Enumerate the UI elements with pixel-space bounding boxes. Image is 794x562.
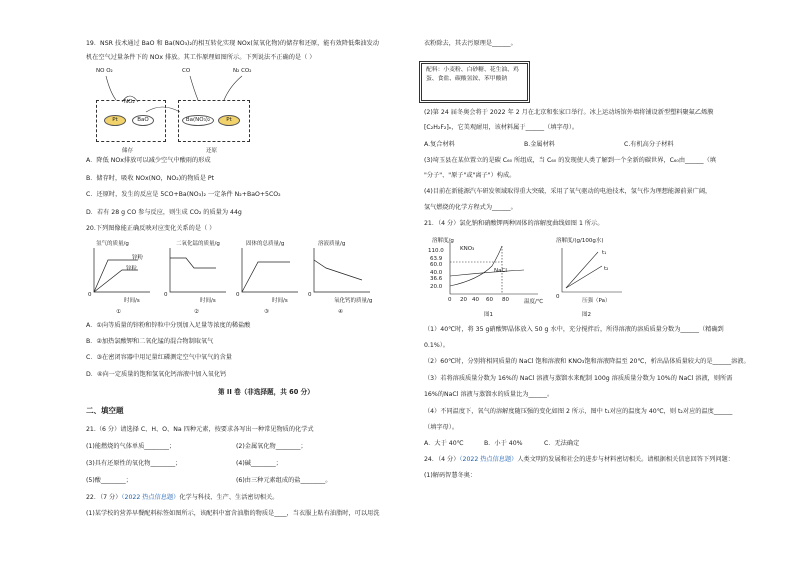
q24-hot-tag: （2022 热点信息题） xyxy=(459,456,518,463)
q24-line-1: (1)解码智慧冬奥： xyxy=(424,472,477,479)
q22-right-line-4: (3)埼玉县在某位置立的是碳 C₆₀ 所组成，当 C₆₀ 的发现使人类了解到一个全新的碳世界，C₆₀由______（填 xyxy=(424,157,716,164)
g3-xlabel: 时间/s xyxy=(272,298,288,304)
q21b-part4-cont: （填字母）。 xyxy=(424,424,459,431)
q21b-part4: （4）不同温度下，氧气的溶解度随压强的变化如图 2 所示，图中 t₁对应的温度为 40℃，则 t₂对应的温度______ xyxy=(424,408,733,415)
g4-ylabel: 溶液质量/g xyxy=(318,241,346,247)
q21b-opt-c: C．无法确定 xyxy=(544,440,580,447)
graph-number-4: ④ xyxy=(338,309,343,315)
q21b-stem: 21．（4 分）氯化钠和硝酸钾两种固体的溶解度曲线如图 1 所示。 xyxy=(424,220,604,227)
graph-number-3: ③ xyxy=(264,309,269,315)
q22-right-line-1: 衣粉除去，其去污原理是______。 xyxy=(424,40,517,47)
q19-option-d: D．若有 28 g CO 参与反应，则生成 CO₂ 的质量为 44g xyxy=(86,209,242,216)
fig2-t2: t₂ xyxy=(604,266,609,272)
diagram-no2: NO₂ xyxy=(124,99,135,105)
q22-hot-tag: （2022 热点信息题） xyxy=(121,494,180,501)
q21b-opt-b: B．小于 40% xyxy=(484,440,523,447)
g3-origin: 0 xyxy=(236,292,240,298)
q21a-stem: 21.（6 分）请选择 C、H、O、Na 四种元素，按要求各写出一种常见物质的化学式 xyxy=(86,426,314,433)
left-column xyxy=(86,0,404,562)
q22-heading xyxy=(86,494,278,502)
fig1-xtick-3: 40 xyxy=(472,297,479,303)
q22-score: 22．（7 分） xyxy=(86,494,122,501)
q21a-item-6: (6)由三种元素组成的盐________。 xyxy=(236,477,332,484)
q22-line-1: (1)某学校的营养早餐配料标签如图所示，该配料中富含油脂的物质是____，当衣服上粘有油脂时，可以用洗 xyxy=(86,510,380,517)
diagram-arrows xyxy=(86,72,266,116)
fig1-ytick-5: 36.6 xyxy=(430,276,443,282)
q21b-part1: （1）40℃时，将 35 g硝酸钾晶体放入 50 g 水中，充分搅拌后，所得溶液的溶质质量分数为______（精确到 xyxy=(424,326,724,333)
q24-title: 人类文明的发展和社会的进步与材料密切相关。请根据相关信息回答下列问题： xyxy=(517,456,734,463)
q21b-part1-cont: 0.1%）。 xyxy=(424,342,449,349)
fig1-xtick-2: 20 xyxy=(460,297,467,303)
q22-opt-b: B.金属材料 xyxy=(524,141,555,148)
fig1-ylabel: 溶解度/g xyxy=(432,238,454,244)
part-two-heading: 第 II 卷（非选择题，共 60 分） xyxy=(218,388,314,396)
q21a-item-1: (1)能燃烧的气体单质________； xyxy=(86,443,176,450)
q22-opt-c: C.有机高分子材料 xyxy=(624,141,674,148)
q19-stem-line1: 19．NSR 技术通过 BaO 和 Ba(NO₃)₂的相互转化实现 NOx(氮氧化物)的储存和还原，能有效降低柴油发动 xyxy=(86,40,379,47)
q20-option-a: A．①向等质量的锌粉和锌粒中分别加入足量等浓度的稀盐酸 xyxy=(86,322,251,329)
g3-ylabel: 固体的总质量/g xyxy=(246,241,285,247)
g2-origin: 0 xyxy=(164,292,168,298)
diagram-input-left: NO O₂ xyxy=(96,68,113,74)
q19-stem-line2: 机在空气过量条件下的 NOx 排放。其工作原理如图所示。下列说法不正确的是（ ） xyxy=(86,54,316,61)
fig2-t1: t₁ xyxy=(602,250,607,256)
g2-ylabel: 二氧化锰的质量/g xyxy=(176,241,220,247)
fig1-xtick-1: 0 xyxy=(448,297,452,303)
q20-option-b: B．②加热氯酸钾和二氧化锰的混合物制取氧气 xyxy=(86,338,214,345)
q22-right-line-2: (2)第 24 届冬奥会将于 2022 年 2 月在北京和张家口举行。冰上运动场馆外墙将铺设新型塑料聚氟乙烯膜 xyxy=(424,109,714,116)
g2-xlabel: 时间/s xyxy=(200,298,216,304)
q24-heading xyxy=(424,456,734,464)
q21a-item-2: (2)金属氧化物________； xyxy=(236,443,307,450)
fig1-ytick-3: 60.0 xyxy=(430,262,443,268)
q22-right-line-3: [C₂H₂F₂]ₙ，它美观耐用，该材料属于______（填字母）。 xyxy=(424,124,579,131)
q19-option-c: C．还原时，发生的反应是 5CO+Ba(NO₃)₂ 一定条件 N₂+BaO+5CO₂ xyxy=(86,191,281,198)
q20-option-d: D．④向一定质量的饱和氢氧化钙溶液中加入氧化钙 xyxy=(86,371,227,378)
nutrition-label-text: 配料：小麦粉、白砂糖、花生油、鸡蛋、食盐、碳酸氢铵、苯甲酸钠 xyxy=(421,63,528,101)
fig1-caption: 图1 xyxy=(484,312,493,318)
right-column-lower xyxy=(424,0,750,562)
fig2-ylabel: 溶解度/(g/100g水) xyxy=(556,238,604,244)
fig1-plot xyxy=(448,240,548,300)
bao-pill: BaO xyxy=(132,115,154,126)
pt-pill-right: Pt xyxy=(218,115,240,126)
q21a-item-5: (5)酸________； xyxy=(86,477,132,484)
q22-right-line-5: "分子"、"原子"或"离子"）构成。 xyxy=(424,172,516,179)
g1-origin: 0 xyxy=(88,292,92,298)
q21b-part3: （3）若将溶质质量分数为 16%的 NaCl 溶液与蒸馏水来配制 100g 溶质质量分数为 10%的 NaCl 溶液，则所需 xyxy=(424,375,733,382)
q22-opt-a: A.复合材料 xyxy=(424,141,455,148)
pt-pill-left: Pt xyxy=(104,115,126,126)
q22-title: 化学与科技、生产、生活密切相关。 xyxy=(179,494,279,501)
fig1-xlabel: 温度/℃ xyxy=(524,299,544,305)
fig2-xlabel: 压强（Pa） xyxy=(582,298,611,304)
q21a-item-3: (3)具有还原性的氧化物________； xyxy=(86,460,182,467)
q21b-part3-cont: 16%的NaCl 溶液与蒸馏水的质量比为______。 xyxy=(424,391,554,398)
q21b-opt-a: A．大于 40℃ xyxy=(424,440,464,447)
fig1-nacl: NaCl xyxy=(494,268,507,274)
g1-series-zinc-granule: 锌粒 xyxy=(126,266,138,272)
q20-stem: 20.下列图像能正确反映对应变化关系的是（ ） xyxy=(86,225,216,232)
g1-ylabel: 氢气的质量/g xyxy=(96,241,129,247)
fig1-ytick-4: 40.0 xyxy=(430,270,443,276)
q20-option-c: C．③在密闭容器中用足量红磷测定空气中氧气的含量 xyxy=(86,354,232,361)
fig2-caption: 图2 xyxy=(582,312,591,318)
q24-score: 24．（4 分） xyxy=(424,456,460,463)
g1-series-zinc-powder: 锌粉 xyxy=(132,255,144,261)
diagram-input-co: CO xyxy=(182,68,191,74)
g1-xlabel: 时间/s xyxy=(124,298,140,304)
q21a-item-4: (4)碱________； xyxy=(236,460,282,467)
reduction-label: 还原 xyxy=(206,148,218,154)
graph-number-2: ② xyxy=(194,309,199,315)
bano3-pill: Ba(NO₃)₂ xyxy=(182,115,214,126)
fig1-ytick-6: 20.0 xyxy=(430,284,443,290)
g4-origin: 0 xyxy=(308,292,312,298)
q22-right-line-7: 氢气燃烧的化学方程式为______。 xyxy=(424,204,517,211)
fig1-xtick-5: 80 xyxy=(502,297,509,303)
section-fill-in-heading: 二、填空题 xyxy=(86,406,124,415)
g4-xlabel: 氧化钙的质量/g xyxy=(334,298,373,304)
fig1-xtick-4: 60 xyxy=(486,297,493,303)
fig1-ytick-2: 63.9 xyxy=(430,256,443,262)
q21b-part2: （2）60℃时，分别将相同质量的 NaCl 饱和溶液和 KNO₃饱和溶液降温至 20℃，析出晶体质量较大的是______溶液。 xyxy=(424,358,750,365)
graph-number-1: ① xyxy=(116,309,121,315)
q19-option-b: B．储存时，吸收 NOx(NO，NO₂)的物质是 Pt xyxy=(86,175,215,182)
fig1-ytick-1: 110.0 xyxy=(428,248,444,254)
fig2-origin: 0 xyxy=(556,294,560,300)
storage-label: 储存 xyxy=(122,148,134,154)
diagram-output-right: N₂ CO₂ xyxy=(233,68,252,74)
fig1-kno3: KNO₃ xyxy=(460,246,475,252)
fig2-plot xyxy=(560,246,630,296)
q22-right-line-6: (4)目前在新能源汽车研发领域取得重大突破，采用了氧气驱动的电池技术，氢气作为理想能源前景广阔， xyxy=(424,188,712,195)
q19-option-a: A．降低 NOx排放可以减少空气中酸雨的形成 xyxy=(86,157,211,164)
